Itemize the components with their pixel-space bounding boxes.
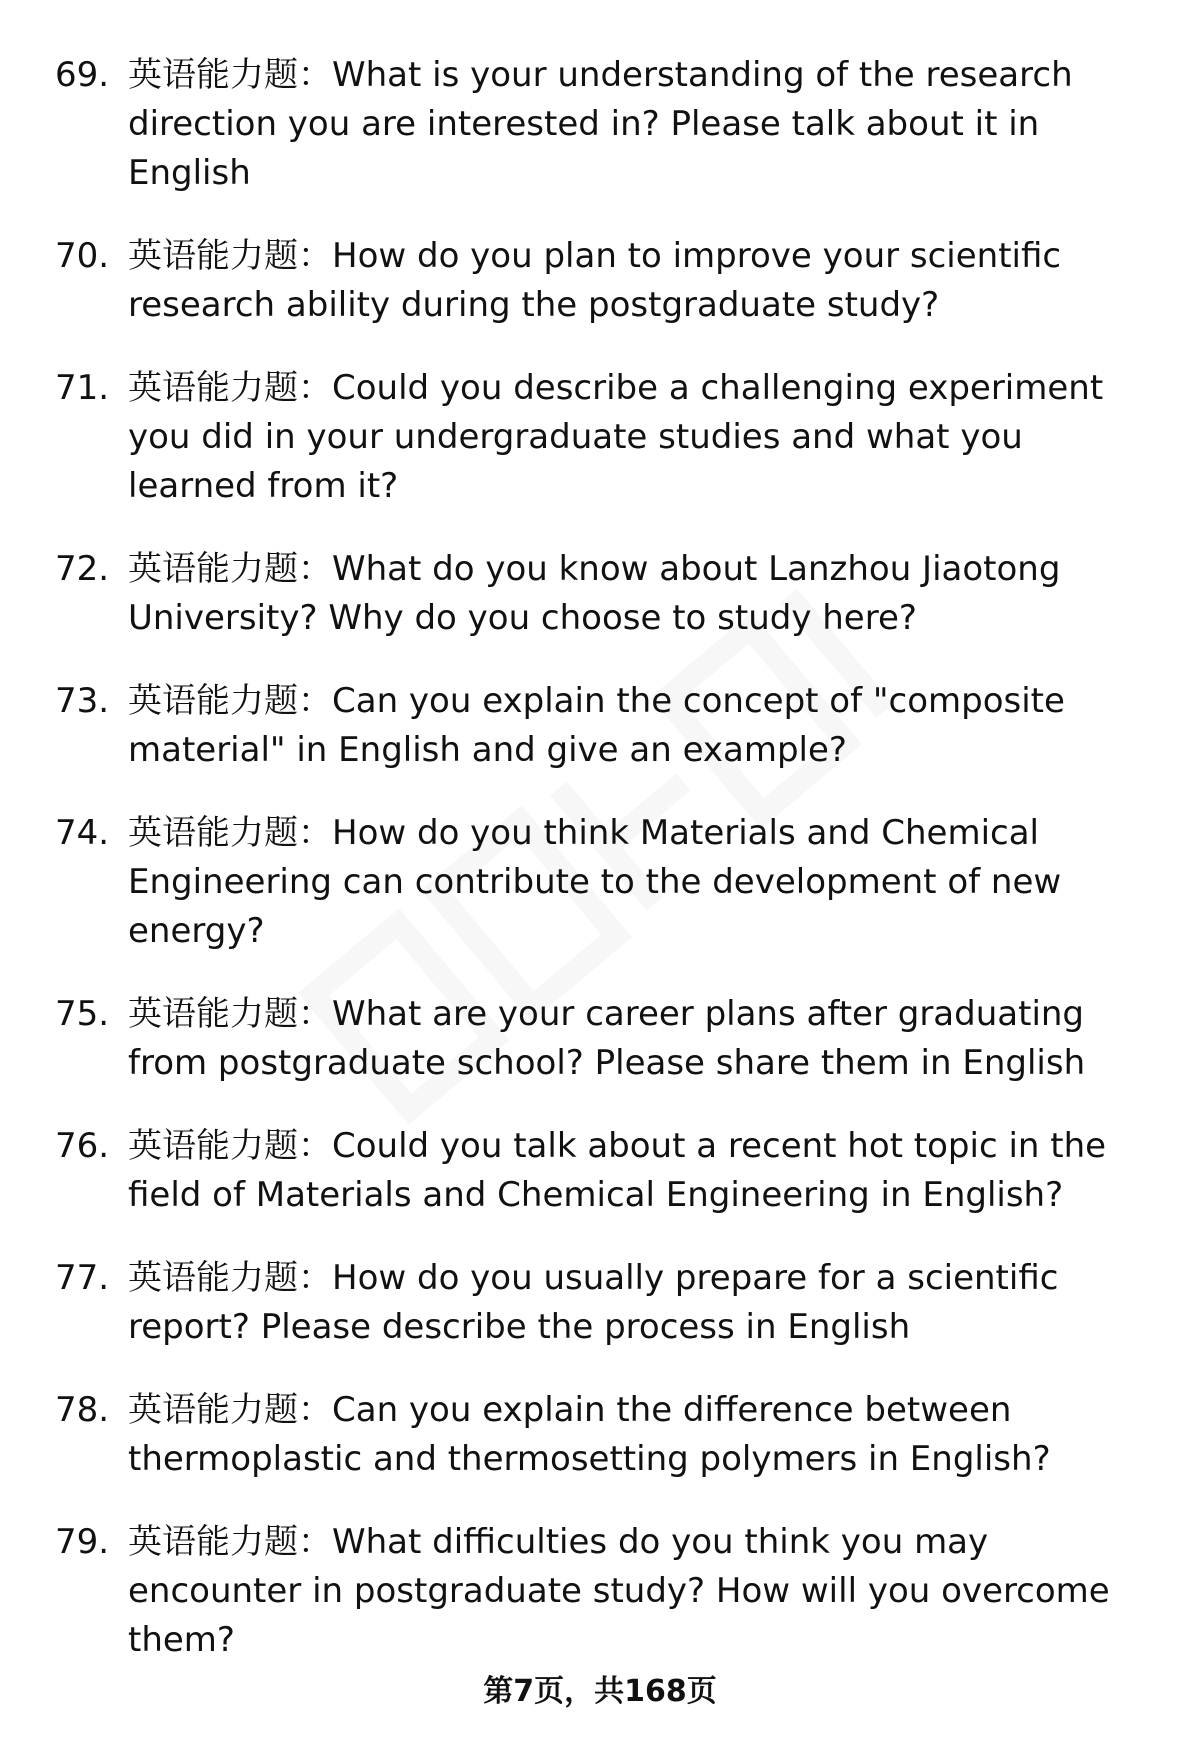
question-line: field of Materials and Chemical Engineering in English?: [128, 1175, 1064, 1215]
question-text: [128, 677, 1148, 775]
question-number: 71.: [55, 368, 110, 408]
question-text: [128, 232, 1148, 330]
question-line: 英语能力题：Could you talk about a recent hot topic in the: [128, 1126, 1107, 1166]
question-number: 74.: [55, 813, 110, 853]
question-line: thermoplastic and thermosetting polymers in English?: [128, 1439, 1051, 1479]
question-line: energy?: [128, 911, 265, 951]
question-line: them?: [128, 1620, 235, 1660]
question-line: you did in your undergraduate studies and what you: [128, 417, 1023, 457]
question-text: [128, 990, 1148, 1088]
question-line: 英语能力题：Could you describe a challenging experiment: [128, 368, 1104, 408]
question-line: learned from it?: [128, 466, 399, 506]
question-text: [128, 1122, 1148, 1220]
question-text: [128, 51, 1148, 198]
question-line: 英语能力题：What is your understanding of the research: [128, 55, 1073, 95]
question-text: [128, 545, 1148, 643]
question-line: 英语能力题：What are your career plans after graduating: [128, 994, 1085, 1034]
question-line: Engineering can contribute to the development of new: [128, 862, 1062, 902]
question-number: 79.: [55, 1522, 110, 1562]
question-line: 英语能力题：Can you explain the difference between: [128, 1390, 1012, 1430]
question-line: University? Why do you choose to study here?: [128, 598, 917, 638]
question-number: 73.: [55, 681, 110, 721]
question-line: from postgraduate school? Please share them in English: [128, 1043, 1086, 1083]
question-line: 英语能力题：How do you think Materials and Chemical: [128, 813, 1039, 853]
question-number: 75.: [55, 994, 110, 1034]
question-line: 英语能力题：What difficulties do you think you may: [128, 1522, 989, 1562]
question-line: 英语能力题：How do you usually prepare for a scientific: [128, 1258, 1059, 1298]
question-line: English: [128, 153, 251, 193]
question-text: [128, 1386, 1148, 1484]
question-number: 77.: [55, 1258, 110, 1298]
question-line: research ability during the postgraduate study?: [128, 285, 940, 325]
question-number: 78.: [55, 1390, 110, 1430]
question-number: 69.: [55, 55, 110, 95]
question-line: encounter in postgraduate study? How will you overcome: [128, 1571, 1110, 1611]
page-footer: [0, 1672, 1200, 1712]
question-text: [128, 364, 1148, 511]
question-number: 72.: [55, 549, 110, 589]
question-line: 英语能力题：How do you plan to improve your scientific: [128, 236, 1062, 276]
question-number: 76.: [55, 1126, 110, 1166]
question-number: 70.: [55, 236, 110, 276]
question-line: direction you are interested in? Please talk about it in: [128, 104, 1040, 144]
question-line: 英语能力题：What do you know about Lanzhou Jiaotong: [128, 549, 1061, 589]
question-line: material" in English and give an example?: [128, 730, 847, 770]
question-text: [128, 1518, 1148, 1665]
page-number-label: 第7页，共168页: [483, 1674, 717, 1709]
question-text: [128, 1254, 1148, 1352]
question-text: [128, 809, 1148, 956]
question-line: 英语能力题：Can you explain the concept of "composite: [128, 681, 1065, 721]
question-line: report? Please describe the process in English: [128, 1307, 911, 1347]
